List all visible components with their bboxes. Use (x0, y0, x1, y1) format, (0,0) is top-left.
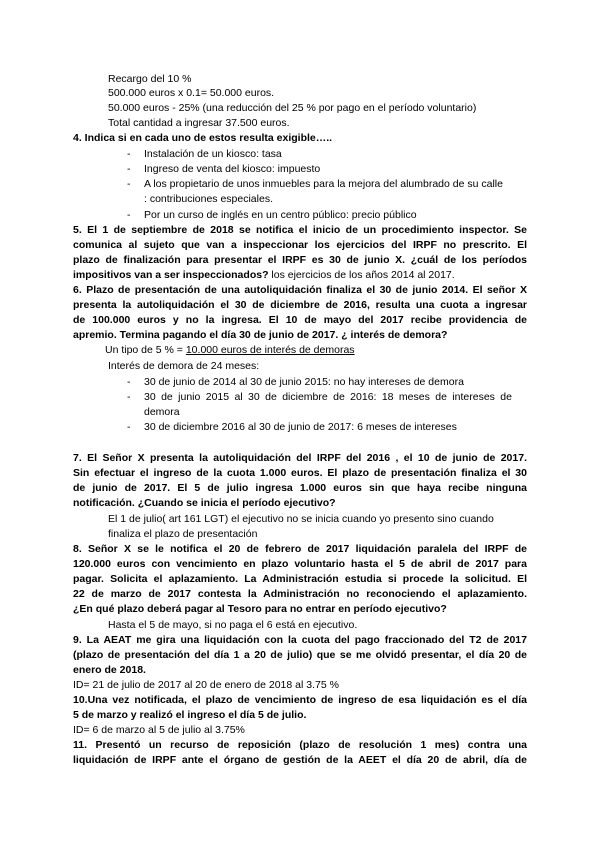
list-item: A los propietario de unos inmuebles para la mejora del alumbrado de su calle (144, 178, 503, 190)
text-line: Interés de demora de 24 meses: (108, 360, 260, 372)
list-item-continuation: : contribuciones especiales. (144, 193, 273, 205)
answer-6-rate (105, 344, 355, 357)
question-7-line: 7. El Señor X presenta la autoliquidación del IRPF del 2016 , el 10 de junio de 2017. (73, 452, 527, 464)
question-5-line: comunica al sujeto que van a inspeccionar los ejercicios del IRPF no prescrito. El (73, 239, 527, 251)
question-7-line: de junio de 2017. El 5 de julio ingresa 1.000 euros sin que haya recibe ninguna (73, 482, 527, 494)
question-9-line: 9. La AEAT me gira una liquidación con la cuota del pago fraccionado del T2 de 2017 (73, 634, 527, 646)
question-6-line: presenta la autoliquidación el 30 de diciembre de 2016, resulta una cuota a ingresar (73, 299, 527, 311)
rate-label: Un tipo de 5 % = (105, 344, 186, 356)
answer-5-text: los ejercicios de los años 2014 al 2017. (268, 269, 455, 281)
question-10-line: 10.Una vez notificada, el plazo de vencimiento de ingreso de esa liquidación es el día (73, 694, 527, 706)
list-item: 30 de diciembre 2016 al 30 de junio de 2017: 6 meses de intereses (144, 421, 457, 433)
list-item: Instalación de un kiosco: tasa (144, 148, 282, 160)
question-5-last-line (73, 269, 455, 282)
question-9-line: enero de 2018. (73, 664, 146, 676)
question-5-line: plazo de finalización para presentar el IRPF es 30 de junio X. ¿cuál de los períodos (73, 254, 527, 266)
question-6-line: de 100.000 euros y no la ingresa. El 10 de mayo del 2017 recibe providencia de (73, 314, 527, 326)
question-8-line: 22 de marzo de 2017 contesta la Administración no reconociendo el aplazamiento. (73, 588, 527, 600)
list-dash: - (127, 163, 131, 175)
question-7-line: notificación. ¿Cuando se inicia el período ejecutivo? (73, 497, 336, 509)
question-4-heading: 4. Indica si en cada uno de estos resulta exigible….. (73, 132, 333, 144)
question-11-line: 11. Presentó un recurso de reposición (plazo de resolución 1 mes) contra una (73, 739, 527, 751)
answer-9-line: ID= 21 de julio de 2017 al 20 de enero de 2018 al 3.75 % (73, 679, 339, 691)
list-dash: - (127, 421, 131, 433)
question-8-line: ¿En qué plazo deberá pagar al Tesoro para no entrar en período ejecutivo? (73, 603, 447, 615)
question-6-line: 6. Plazo de presentación de una autoliquidación finaliza el 30 de junio 2014. El señor X (73, 284, 527, 296)
question-5-text: impositivos van a ser inspeccionados? (73, 269, 269, 281)
answer-8-line: Hasta el 5 de mayo, si no paga el 6 está en ejecutivo. (108, 619, 358, 631)
text-line: Total cantidad a ingresar 37.500 euros. (108, 117, 290, 129)
question-11-line: liquidación de IRPF ante el órgano de gestión de la AEET el día 20 de abril, día de (73, 754, 527, 766)
list-dash: - (127, 391, 131, 403)
list-item: 30 de junio de 2014 al 30 de junio 2015: no hay intereses de demora (144, 376, 464, 388)
list-dash: - (127, 148, 131, 160)
list-dash: - (127, 209, 131, 221)
list-item: Por un curso de inglés en un centro público: precio público (144, 209, 417, 221)
list-dash: - (127, 376, 131, 388)
question-8-line: 120.000 euros con vencimiento en plazo voluntario hasta el 5 de abril de 2017 para (73, 558, 527, 570)
question-8-line: pagar. Solicita el aplazamiento. La Administración estudia si procede la solicitud. El (73, 573, 527, 585)
list-item: Ingreso de venta del kiosco: impuesto (144, 163, 321, 175)
question-5-line: 5. El 1 de septiembre de 2018 se notifica el inicio de un procedimiento inspector. Se (73, 224, 527, 236)
list-item: 30 de junio 2015 al 30 de diciembre de 2016: 18 meses de intereses de (144, 391, 512, 403)
text-line: Recargo del 10 % (108, 73, 192, 85)
question-7-line: Sin efectuar el ingreso de la cuota 1.000 euros. El plazo de presentación finaliza el 30 (73, 467, 527, 479)
interest-amount: 10.000 euros de interés de demoras (185, 344, 355, 356)
list-item-continuation: demora (144, 406, 180, 418)
question-6-line: apremio. Termina pagando el día 30 de junio de 2017. ¿ interés de demora? (73, 329, 448, 341)
question-8-line: 8. Señor X se le notifica el 20 de febrero de 2017 liquidación paralela del IRPF de (73, 543, 527, 555)
question-9-line: (plazo de presentación del día 1 a 20 de julio) que se me olvidó presentar, el día 20 de (73, 649, 527, 661)
answer-7-line: El 1 de julio( art 161 LGT) el ejecutivo no se inicia cuando yo presento sino cuando (108, 513, 494, 525)
text-line: 500.000 euros x 0.1= 50.000 euros. (108, 87, 275, 99)
list-dash: - (127, 178, 131, 190)
answer-10-line: ID= 6 de marzo al 5 de julio al 3.75% (73, 724, 245, 736)
question-10-line: 5 de marzo y realizó el ingreso el día 5 de julio. (73, 709, 307, 721)
answer-7-line: finaliza el plazo de presentación (108, 528, 258, 540)
text-line: 50.000 euros - 25% (una reducción del 25 % por pago en el período voluntario) (108, 102, 477, 114)
